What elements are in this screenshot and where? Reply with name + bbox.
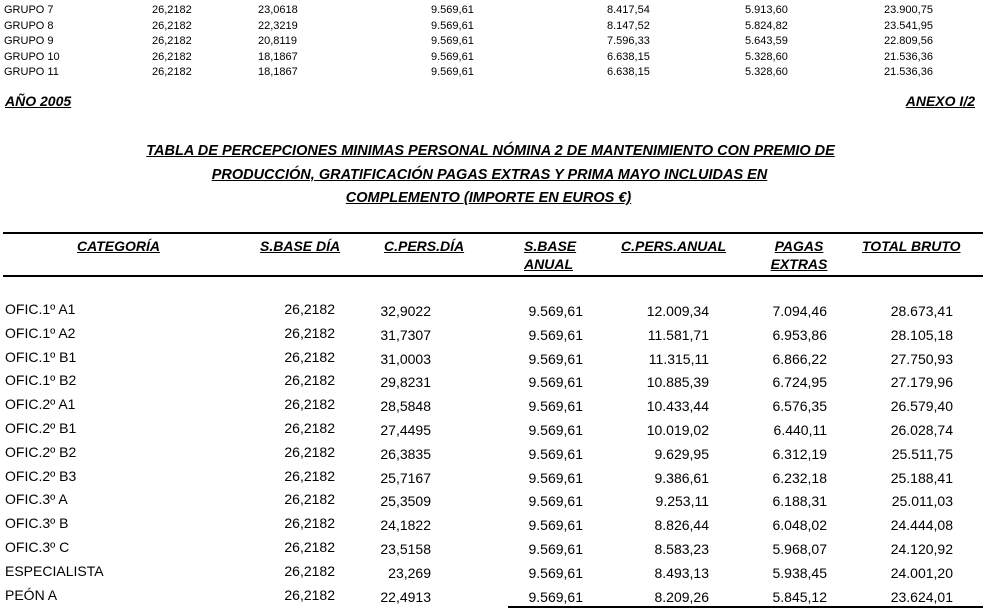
cell-s-base-anual: 9.569,61 (431, 66, 474, 78)
cell-c-pers-dia: 22,3219 (258, 19, 298, 32)
cell-s-base-anual: 9.569,61 (528, 326, 583, 343)
cell-s-base-dia: 26,2182 (152, 50, 192, 63)
table-row (0, 4, 987, 20)
cell-c-pers-anual: 10.433,44 (646, 398, 709, 415)
cell-group: GRUPO 7 (4, 4, 54, 16)
table-row (0, 539, 987, 563)
annex-label: ANEXO I/2 (905, 93, 975, 109)
table-title (0, 140, 987, 211)
cell-s-base-anual: 9.569,61 (431, 19, 474, 32)
cell-total-bruto: 23.541,95 (884, 19, 933, 32)
cell-c-pers-dia: 31,0003 (380, 350, 431, 367)
table-row (0, 468, 987, 492)
cell-s-base-dia: 26,2182 (284, 348, 335, 365)
cell-s-base-anual: 9.569,61 (431, 4, 474, 16)
table-row (0, 301, 987, 325)
table-row (0, 563, 987, 587)
table-bottom-rule (508, 606, 983, 608)
cell-c-pers-anual: 9.629,95 (654, 445, 709, 462)
cell-c-pers-dia: 32,9022 (380, 303, 431, 319)
year-label: AÑO 2005 (5, 93, 72, 109)
main-table-body (0, 301, 987, 610)
cell-c-pers-dia: 28,5848 (380, 398, 431, 415)
cell-categoria: OFIC.1º A1 (5, 301, 76, 317)
cell-c-pers-dia: 25,3509 (380, 493, 431, 510)
cell-s-base-anual: 9.569,61 (528, 540, 583, 557)
column-header-categoria: CATEGORÍA (77, 238, 160, 254)
title-line-2: PRODUCCIÓN, GRATIFICACIÓN PAGAS EXTRAS Y PRIMA MAYO INCLUIDAS EN (211, 166, 768, 183)
cell-categoria: ESPECIALISTA (5, 562, 104, 579)
table-row (0, 51, 987, 67)
cell-categoria: OFIC.2º B3 (5, 467, 77, 484)
cell-c-pers-anual: 12.009,34 (646, 303, 709, 319)
title-line-3: COMPLEMENTO (IMPORTE EN EUROS €) (345, 190, 632, 206)
cell-s-base-anual: 9.569,61 (528, 588, 583, 605)
column-header-s-base-dia: S.BASE DÍA (260, 238, 341, 254)
cell-pagas-extras: 5.913,60 (745, 4, 788, 16)
cell-s-base-anual: 9.569,61 (528, 350, 583, 367)
cell-s-base-anual: 9.569,61 (528, 517, 583, 534)
cell-c-pers-dia: 31,7307 (380, 326, 431, 343)
table-row (0, 491, 987, 515)
cell-categoria: OFIC.2º B1 (5, 419, 77, 436)
cell-categoria: OFIC.3º C (5, 538, 70, 555)
cell-c-pers-dia: 23,269 (388, 564, 431, 581)
cell-total-bruto: 25.011,03 (891, 493, 953, 510)
cell-s-base-dia: 26,2182 (152, 35, 192, 47)
cell-c-pers-anual: 11.581,71 (647, 326, 709, 343)
cell-group: GRUPO 9 (4, 35, 54, 47)
cell-categoria: OFIC.1º B1 (5, 348, 77, 365)
cell-pagas-extras: 6.048,02 (772, 517, 827, 534)
cell-c-pers-dia: 26,3835 (380, 445, 431, 462)
table-row (0, 515, 987, 539)
cell-pagas-extras: 7.094,46 (772, 303, 827, 319)
cell-total-bruto: 27.750,93 (890, 350, 953, 367)
cell-categoria: OFIC.3º B (5, 515, 69, 532)
table-header-rule (3, 275, 983, 277)
cell-s-base-dia: 26,2182 (284, 562, 335, 579)
cell-s-base-dia: 26,2182 (284, 538, 335, 555)
cell-s-base-anual: 9.569,61 (528, 303, 583, 319)
title-line-1: TABLA DE PERCEPCIONES MINIMAS PERSONAL NÓMINA 2 DE MANTENIMIENTO CON PREMIO DE (146, 143, 835, 159)
cell-s-base-dia: 26,2182 (284, 467, 335, 484)
column-header-c-pers-anual: C.PERS.ANUAL (621, 238, 727, 254)
table-row (0, 420, 987, 444)
cell-pagas-extras: 6.232,18 (772, 469, 827, 486)
cell-c-pers-anual: 8.493,13 (654, 564, 709, 581)
cell-c-pers-anual: 10.019,02 (646, 421, 709, 438)
cell-s-base-anual: 9.569,61 (528, 493, 583, 510)
cell-c-pers-anual: 9.386,61 (654, 469, 709, 486)
cell-categoria: OFIC.1º B2 (5, 372, 77, 389)
table-row (0, 372, 987, 396)
cell-c-pers-dia: 23,5158 (380, 540, 431, 557)
cell-s-base-dia: 26,2182 (152, 4, 192, 16)
cell-s-base-anual: 9.569,61 (528, 469, 583, 486)
cell-c-pers-dia: 20,8119 (258, 35, 297, 47)
cell-pagas-extras: 5.643,59 (745, 35, 788, 47)
column-header-s-base-anual: S.BASE ANUAL (524, 238, 577, 272)
cell-s-base-dia: 26,2182 (284, 372, 335, 389)
table-row (0, 349, 987, 373)
cell-pagas-extras: 5.845,12 (772, 588, 827, 605)
cell-pagas-extras: 5.824,82 (745, 19, 788, 32)
cell-s-base-anual: 9.569,61 (528, 398, 583, 415)
cell-c-pers-dia: 18,1867 (258, 66, 298, 78)
cell-c-pers-dia: 27,4495 (380, 421, 431, 438)
cell-total-bruto: 22.809,56 (884, 35, 933, 47)
cell-pagas-extras: 6.576,35 (772, 398, 827, 415)
cell-pagas-extras: 6.312,19 (772, 445, 827, 462)
cell-s-base-anual: 9.569,61 (528, 421, 583, 438)
table-row (0, 396, 987, 420)
cell-c-pers-anual: 8.826,44 (654, 517, 709, 534)
cell-s-base-dia: 26,2182 (284, 301, 335, 317)
cell-s-base-anual: 9.569,61 (528, 445, 583, 462)
cell-s-base-dia: 26,2182 (284, 396, 335, 413)
cell-total-bruto: 26.028,74 (890, 421, 953, 438)
cell-s-base-dia: 26,2182 (284, 515, 335, 532)
cell-s-base-dia: 26,2182 (152, 19, 192, 32)
cell-total-bruto: 26.579,40 (890, 398, 953, 415)
cell-s-base-dia: 26,2182 (284, 586, 335, 603)
cell-c-pers-anual: 8.417,54 (607, 4, 650, 16)
column-header-pagas-extras: PAGAS EXTRAS (770, 238, 828, 272)
cell-c-pers-anual: 9.253,11 (655, 493, 709, 510)
cell-c-pers-dia: 18,1867 (258, 50, 298, 63)
cell-total-bruto: 23.900,75 (884, 4, 933, 16)
cell-c-pers-dia: 22,4913 (380, 588, 431, 605)
cell-total-bruto: 23.624,01 (890, 588, 953, 605)
cell-s-base-dia: 26,2182 (284, 419, 335, 436)
cell-group: GRUPO 8 (4, 19, 54, 32)
column-header-total-bruto: TOTAL BRUTO (862, 238, 961, 254)
cell-s-base-dia: 26,2182 (284, 491, 335, 508)
table-row (0, 35, 987, 51)
cell-group: GRUPO 11 (4, 66, 59, 78)
cell-c-pers-dia: 23,0618 (258, 4, 298, 16)
cell-s-base-dia: 26,2182 (284, 443, 335, 460)
table-row (0, 66, 987, 82)
cell-categoria: PEÓN A (5, 586, 58, 603)
cell-pagas-extras: 6.724,95 (772, 374, 827, 391)
cell-total-bruto: 25.511,75 (891, 445, 953, 462)
cell-c-pers-anual: 8.147,52 (607, 19, 650, 32)
cell-total-bruto: 21.536,36 (884, 66, 933, 78)
cell-total-bruto: 24.001,20 (890, 564, 953, 581)
cell-categoria: OFIC.3º A (5, 491, 68, 508)
table-row (0, 325, 987, 349)
cell-categoria: OFIC.2º A1 (5, 396, 76, 413)
cell-pagas-extras: 5.968,07 (772, 540, 827, 557)
cell-pagas-extras: 6.188,31 (772, 493, 827, 510)
table-row (0, 20, 987, 36)
cell-pagas-extras: 6.953,86 (772, 326, 827, 343)
cell-total-bruto: 28.105,18 (890, 326, 953, 343)
cell-s-base-anual: 9.569,61 (431, 50, 474, 63)
cell-c-pers-anual: 11.315,11 (648, 350, 709, 367)
cell-s-base-dia: 26,2182 (284, 324, 335, 341)
cell-c-pers-anual: 7.596,33 (607, 35, 650, 47)
column-header-c-pers-dia: C.PERS.DÍA (384, 238, 465, 254)
cell-categoria: OFIC.2º B2 (5, 443, 77, 460)
cell-pagas-extras: 5.328,60 (745, 50, 788, 63)
cell-s-base-anual: 9.569,61 (528, 564, 583, 581)
cell-c-pers-dia: 24,1822 (380, 517, 431, 534)
cell-categoria: OFIC.1º A2 (5, 324, 76, 341)
cell-total-bruto: 24.444,08 (890, 517, 953, 534)
cell-group: GRUPO 10 (4, 50, 60, 63)
cell-c-pers-anual: 10.885,39 (646, 374, 709, 391)
cell-s-base-anual: 9.569,61 (528, 374, 583, 391)
cell-c-pers-anual: 6.638,15 (607, 66, 650, 78)
cell-pagas-extras: 5.328,60 (745, 66, 788, 78)
previous-table-fragment (0, 4, 987, 82)
cell-c-pers-dia: 25,7167 (380, 469, 431, 486)
cell-pagas-extras: 6.440,11 (773, 421, 827, 438)
cell-s-base-dia: 26,2182 (152, 66, 192, 78)
cell-total-bruto: 28.673,41 (890, 303, 953, 319)
cell-total-bruto: 21.536,36 (884, 50, 933, 63)
table-row (0, 444, 987, 468)
cell-s-base-anual: 9.569,61 (431, 35, 474, 47)
cell-c-pers-anual: 6.638,15 (607, 50, 650, 63)
cell-pagas-extras: 6.866,22 (772, 350, 827, 367)
cell-total-bruto: 27.179,96 (890, 374, 953, 391)
cell-total-bruto: 25.188,41 (890, 469, 953, 486)
table-top-rule (3, 232, 983, 234)
cell-c-pers-dia: 29,8231 (380, 374, 431, 391)
cell-total-bruto: 24.120,92 (890, 540, 953, 557)
cell-pagas-extras: 5.938,45 (772, 564, 827, 581)
cell-c-pers-anual: 8.583,23 (654, 540, 709, 557)
cell-c-pers-anual: 8.209,26 (654, 588, 709, 605)
